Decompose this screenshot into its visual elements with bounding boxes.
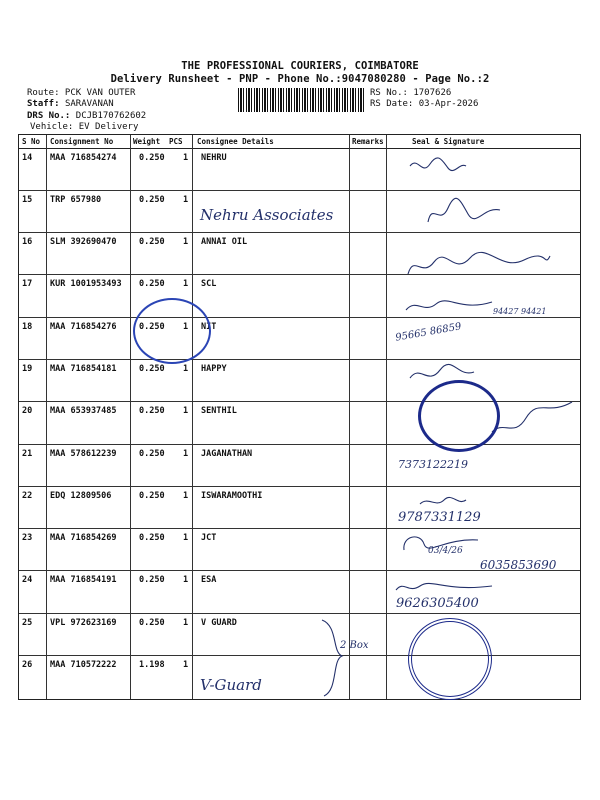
route-text: Route: PCK VAN OUTER <box>27 88 136 98</box>
cell-pcs: 1 <box>183 491 189 501</box>
cell-consignment: MAA 578612239 <box>50 449 117 459</box>
cell-pcs: 1 <box>183 406 189 416</box>
handwritten-date: 03/4/26 <box>428 546 463 556</box>
cell-sno: 15 <box>22 195 33 205</box>
staff-value: SARAVANAN <box>64 99 114 109</box>
cell-sno: 25 <box>22 618 33 628</box>
col-weight: Weight <box>133 137 161 146</box>
seal-stamp <box>418 380 500 452</box>
cell-pcs: 1 <box>183 279 189 289</box>
cell-consignee: NIT <box>201 322 217 332</box>
col-consignee: Consignee Details <box>197 137 274 146</box>
signature-scribble <box>394 578 494 596</box>
col-consignment: Consignment No <box>50 137 114 146</box>
cell-consignment: TRP 657980 <box>50 195 102 205</box>
cell-consignee: ISWARAMOOTHI <box>201 491 263 501</box>
cell-sno: 20 <box>22 406 33 416</box>
staff-line <box>27 99 114 109</box>
cell-consignment: MAA 716854191 <box>50 575 117 585</box>
cell-weight: 0.250 <box>139 491 165 501</box>
cell-weight: 0.250 <box>139 322 165 332</box>
cell-consignee: NEHRU <box>201 153 227 163</box>
brace-mark <box>318 616 348 700</box>
col-remarks: Remarks <box>352 137 384 146</box>
cell-weight: 0.250 <box>139 364 165 374</box>
cell-weight: 0.250 <box>139 237 165 247</box>
table-header <box>19 135 580 149</box>
company-title: THE PROFESSIONAL COURIERS, COIMBATORE <box>181 60 419 72</box>
col-sno: S No <box>22 137 41 146</box>
cell-weight: 0.250 <box>139 406 165 416</box>
cell-pcs: 1 <box>183 660 189 670</box>
cell-sno: 19 <box>22 364 33 374</box>
barcode <box>238 88 366 112</box>
cell-consignment: VPL 972623169 <box>50 618 117 628</box>
handwritten-phone: 6035853690 <box>480 558 557 572</box>
cell-weight: 0.250 <box>139 449 165 459</box>
cell-consignment: MAA 716854276 <box>50 322 117 332</box>
cell-sno: 22 <box>22 491 33 501</box>
cell-consignment: MAA 716854274 <box>50 153 117 163</box>
cell-consignment: MAA 716854269 <box>50 533 117 543</box>
signature-scribble <box>408 154 468 178</box>
table-row <box>19 570 580 612</box>
cell-weight: 0.250 <box>139 153 165 163</box>
runsheet-subtitle: Delivery Runsheet - PNP - Phone No.:9047080280 - Page No.:2 <box>110 73 490 85</box>
table-row <box>19 148 580 190</box>
handwritten-consignee: V-Guard <box>200 676 262 694</box>
cell-consignment: KUR 1001953493 <box>50 279 122 289</box>
cell-consignee: SCL <box>201 279 217 289</box>
cell-pcs: 1 <box>183 449 189 459</box>
staff-label: Staff: <box>27 99 60 109</box>
cell-consignment: MAA 716854181 <box>50 364 117 374</box>
signature-scribble <box>404 250 554 284</box>
cell-pcs: 1 <box>183 195 189 205</box>
cell-pcs: 1 <box>183 322 189 332</box>
signature-scribble <box>404 296 494 316</box>
cell-consignee: JAGANATHAN <box>201 449 253 459</box>
cell-consignee: SENTHIL <box>201 406 237 416</box>
cell-consignee: V GUARD <box>201 618 237 628</box>
signature-scribble <box>400 530 480 554</box>
cell-sno: 17 <box>22 279 33 289</box>
cell-weight: 0.250 <box>139 279 165 289</box>
drs-label: DRS No.: <box>27 111 71 121</box>
cell-sno: 23 <box>22 533 33 543</box>
cell-consignment: MAA 653937485 <box>50 406 117 416</box>
cell-pcs: 1 <box>183 618 189 628</box>
vehicle-text: Vehicle: EV Delivery <box>30 122 139 132</box>
cell-sno: 24 <box>22 575 33 585</box>
seal-stamp <box>133 298 211 364</box>
signature-scribble <box>490 398 574 438</box>
signature-scribble <box>424 196 504 230</box>
cell-sno: 26 <box>22 660 33 670</box>
cell-weight: 0.250 <box>139 618 165 628</box>
col-pcs: PCS <box>169 137 183 146</box>
col-seal-signature: Seal & Signature <box>412 137 485 146</box>
cell-consignee: HAPPY <box>201 364 227 374</box>
table-row <box>19 444 580 486</box>
cell-weight: 0.250 <box>139 533 165 543</box>
drs-line <box>27 111 146 121</box>
handwritten-phone: 9626305400 <box>396 596 479 611</box>
handwritten-remark: 2 Box <box>340 640 369 651</box>
company-seal-stamp <box>408 618 492 700</box>
cell-consignee: ESA <box>201 575 217 585</box>
cell-pcs: 1 <box>183 575 189 585</box>
handwritten-consignee: Nehru Associates <box>200 206 334 224</box>
cell-sno: 18 <box>22 322 33 332</box>
cell-sno: 16 <box>22 237 33 247</box>
table-row <box>19 486 580 528</box>
signature-scribble <box>418 494 468 510</box>
cell-weight: 0.250 <box>139 195 165 205</box>
cell-pcs: 1 <box>183 153 189 163</box>
handwritten-phone: 7373122219 <box>398 458 468 471</box>
cell-weight: 0.250 <box>139 575 165 585</box>
table-row <box>19 655 580 697</box>
cell-weight: 1.198 <box>139 660 165 670</box>
rs-date: RS Date: 03-Apr-2026 <box>370 99 479 109</box>
cell-consignee: ANNAI OIL <box>201 237 248 247</box>
cell-consignment: EDQ 12809506 <box>50 491 112 501</box>
cell-pcs: 1 <box>183 237 189 247</box>
table-row <box>19 359 580 401</box>
table-row <box>19 317 580 359</box>
cell-sno: 14 <box>22 153 33 163</box>
cell-pcs: 1 <box>183 533 189 543</box>
handwritten-phone: 9787331129 <box>398 510 481 525</box>
rs-number: RS No.: 1707626 <box>370 88 452 98</box>
cell-pcs: 1 <box>183 364 189 374</box>
cell-sno: 21 <box>22 449 33 459</box>
handwritten-phone: 94427 94421 <box>493 307 547 316</box>
cell-consignment: MAA 710572222 <box>50 660 117 670</box>
handwritten-phone: 95665 86859 <box>394 321 463 344</box>
table-row <box>19 613 580 655</box>
cell-consignment: SLM 392690470 <box>50 237 117 247</box>
drs-value: DCJB170762602 <box>75 111 147 121</box>
cell-consignee: JCT <box>201 533 217 543</box>
